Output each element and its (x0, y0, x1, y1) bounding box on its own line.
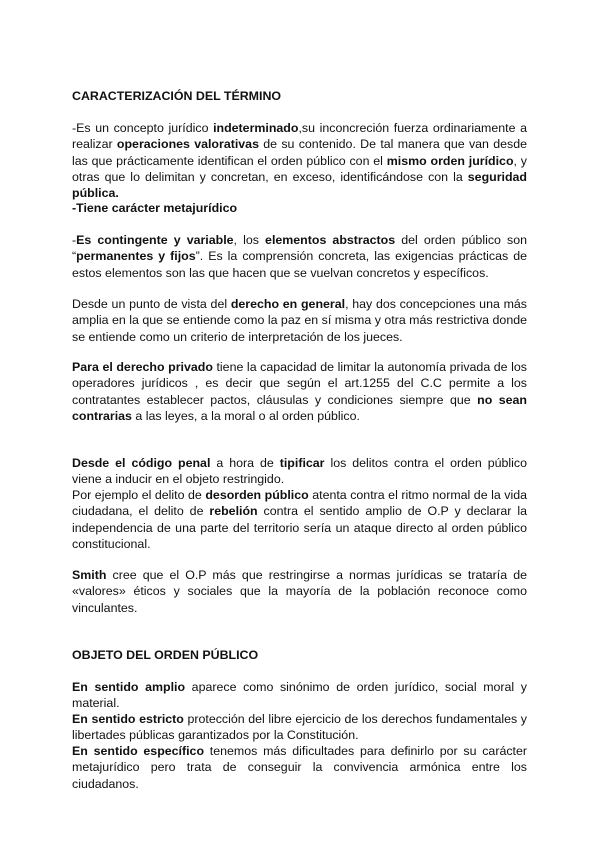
subtitle-metajuridico: -Tiene carácter metajurídico (72, 201, 238, 215)
text-run: a las leyes, a la moral o al orden público. (131, 408, 360, 423)
paragraph-derecho-general (72, 296, 527, 345)
paragraph-codigo-penal (72, 455, 527, 488)
bold-run: Es contingente y variable (76, 233, 234, 247)
text-run: , y otras que lo delimitan y concretan, en exceso, identificándose con la (72, 153, 527, 184)
text-run: Desde un punto de vista del (72, 297, 231, 311)
paragraph-smith (72, 567, 527, 616)
bold-run: elementos abstractos (265, 233, 396, 247)
bold-run: Para el derecho privado (72, 360, 213, 374)
text-run: tiene la capacidad de limitar la autonomía privada de los operadores jurídicos , es decir que según el art.1255 del C.C permite a los contratantes establecer pactos, cláusulas y condiciones siempre que (72, 360, 527, 407)
bold-run: En sentido específico (72, 744, 205, 758)
bold-run: En sentido amplio (72, 680, 186, 694)
bold-run: Desde el código penal (72, 456, 211, 470)
paragraph-ejemplo-delito (72, 487, 527, 552)
paragraph-derecho-privado (72, 359, 527, 424)
bold-run: tipificar (279, 456, 325, 470)
text-run: - (72, 233, 77, 247)
bold-run: rebelión (209, 504, 258, 519)
bold-run: derecho en general (230, 297, 346, 311)
paragraph-contingente-variable (72, 232, 527, 281)
text-run: protección del libre ejercicio de los derechos fundamentales y libertades públicas garantizados por la Constitución. (72, 712, 527, 743)
bold-run: desorden público (205, 488, 309, 502)
text-run: atenta contra el ritmo normal de la vida ciudadana, el delito de (72, 488, 528, 519)
bold-run: operaciones valorativas (116, 137, 259, 152)
paragraph-sentido-especifico (72, 743, 527, 792)
text-run: , los (233, 233, 266, 247)
bold-run: En sentido estricto (72, 712, 184, 726)
text-run: del orden público son “ (72, 233, 527, 264)
text-run: ”. Es la comprensión concreta, las exigencias prácticas de estos elementos son las que hacen que se vuelvan concretos y específicos. (72, 249, 527, 280)
text-run: de su contenido. De tal manera que van desde las que prácticamente identifican el orden público con el (72, 137, 527, 168)
text-run: cree que el O.P más que restringirse a normas jurídicas se trataría de «valores» éticos y sociales que la mayoría de la población reconoce como vinculantes. (72, 568, 527, 615)
text-run: a hora de (210, 456, 280, 470)
bold-run: permanentes y fijos (76, 249, 196, 264)
text-run: ,su inconcreción fuerza ordinariamente a realizar (72, 121, 527, 152)
section-title-caracterizacion: CARACTERIZACIÓN DEL TÉRMINO (72, 89, 282, 103)
text-run: aparece como sinónimo de orden jurídico, social moral y material. (72, 680, 527, 711)
section-title-objeto: OBJETO DEL ORDEN PÚBLICO (72, 648, 259, 662)
text-run: -Es un concepto jurídico (72, 121, 214, 135)
text-run: tenemos más dificultades para definirlo por su carácter metajurídico pero trata de conseguir la convivencia armónica entre los ciudadanos. (72, 744, 527, 791)
bold-run: Smith (72, 568, 107, 582)
bold-run: no sean contrarias (72, 392, 527, 423)
text-run: los delitos contra el orden público viene a inducir en el objeto restringido. (72, 456, 527, 487)
bold-run: mismo orden jurídico (386, 153, 514, 168)
paragraph-concepto-indeterminado (72, 120, 527, 201)
bold-run: seguridad pública. (72, 169, 527, 201)
text-run: , hay dos concepciones una más amplia en la que se entiende como la paz en sí misma y otra más restrictiva donde se entiende como un criterio de interpretación de los jueces. (72, 297, 528, 344)
paragraph-sentido-amplio (72, 679, 527, 712)
text-run: contra el sentido amplio de O.P y declarar la independencia de una parte del territorio sería un ataque directo al orden público constitucional. (72, 504, 527, 551)
text-run: Por ejemplo el delito de (72, 488, 206, 502)
bold-run: indeterminado (213, 121, 299, 135)
paragraph-sentido-estricto (72, 711, 527, 744)
